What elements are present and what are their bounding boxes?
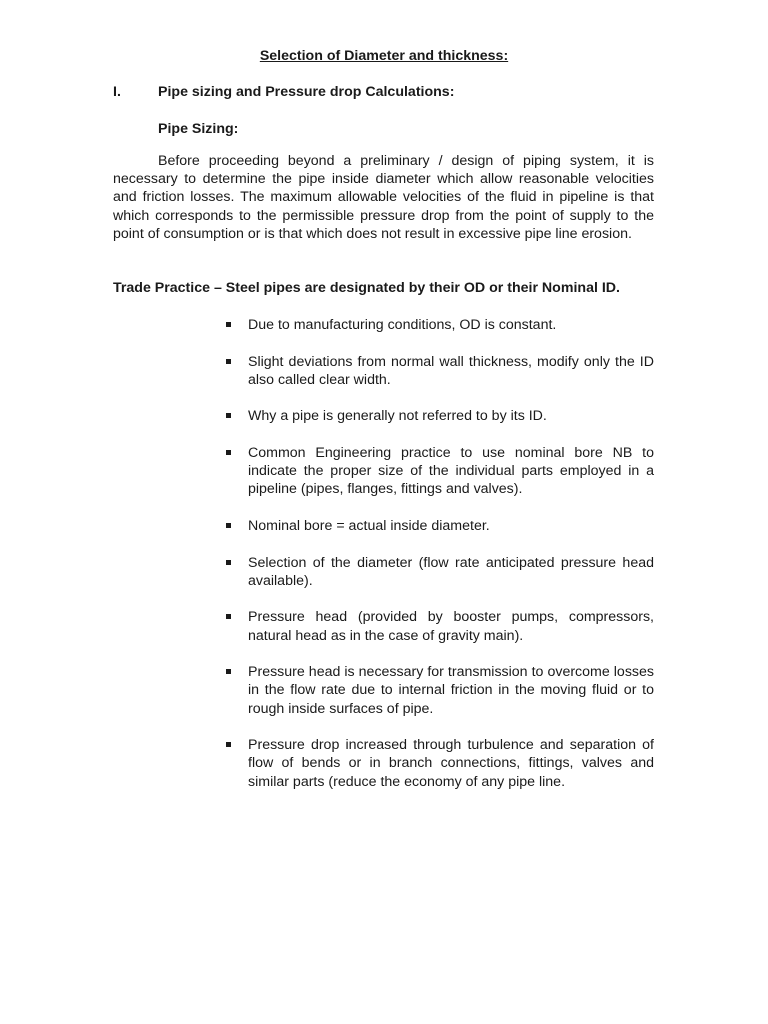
bullet-square-icon	[226, 523, 231, 528]
bullet-square-icon	[226, 322, 231, 327]
section-heading-text: Pipe sizing and Pressure drop Calculations:	[158, 84, 455, 100]
document-title: Selection of Diameter and thickness:	[259, 48, 509, 64]
trade-practice-heading: Trade Practice – Steel pipes are designated by their OD or their Nominal ID.	[113, 280, 620, 296]
list-item	[248, 517, 654, 535]
list-item-text: Slight deviations from normal wall thickness, modify only the ID also called clear width.	[248, 353, 654, 388]
list-item-text: Nominal bore = actual inside diameter.	[248, 517, 490, 534]
bullet-square-icon	[226, 669, 231, 674]
list-item	[248, 353, 654, 389]
bullet-square-icon	[226, 450, 231, 455]
section-number: I.	[113, 84, 121, 100]
bullet-square-icon	[226, 614, 231, 619]
section-heading	[113, 82, 454, 102]
list-item	[248, 608, 654, 644]
list-item	[248, 736, 654, 791]
list-item	[248, 407, 654, 425]
list-item-text: Why a pipe is generally not referred to by its ID.	[248, 408, 547, 425]
list-item-text: Pressure head (provided by booster pumps, compressors, natural head as in the case of gravity main).	[248, 609, 654, 644]
bullet-square-icon	[226, 742, 231, 747]
list-item	[248, 316, 654, 334]
list-item-text: Pressure head is necessary for transmission to overcome losses in the flow rate due to internal friction in the moving fluid or to rough inside surfaces of pipe.	[248, 664, 654, 717]
list-item-text: Pressure drop increased through turbulence and separation of flow of bends or in branch connections, fittings, valves and similar parts (reduce the economy of any pipe line.	[248, 737, 654, 790]
list-item-text: Due to manufacturing conditions, OD is constant.	[248, 317, 557, 333]
intro-paragraph: Before proceeding beyond a preliminary / design of piping system, it is necessary to determine the pipe inside diameter which allow reasonable velocities and friction losses. The maximum allowable velocities of the fluid in pipeline is that which corresponds to the permissible pressure drop from the point of supply to the point of consumption or is that which does not result in excessive pipe line erosion.	[113, 153, 654, 242]
list-item-text: Common Engineering practice to use nominal bore NB to indicate the proper size of the individual parts employed in a pipeline (pipes, flanges, fittings and valves).	[248, 444, 654, 498]
list-item-text: Selection of the diameter (flow rate anticipated pressure head available).	[248, 554, 654, 589]
bullet-square-icon	[226, 359, 231, 364]
list-item	[248, 444, 654, 499]
list-item	[248, 663, 654, 718]
list-item	[248, 554, 654, 590]
bullet-square-icon	[226, 560, 231, 565]
sub-heading: Pipe Sizing:	[158, 121, 239, 137]
bullet-list	[0, 316, 654, 809]
bullet-square-icon	[226, 413, 231, 418]
